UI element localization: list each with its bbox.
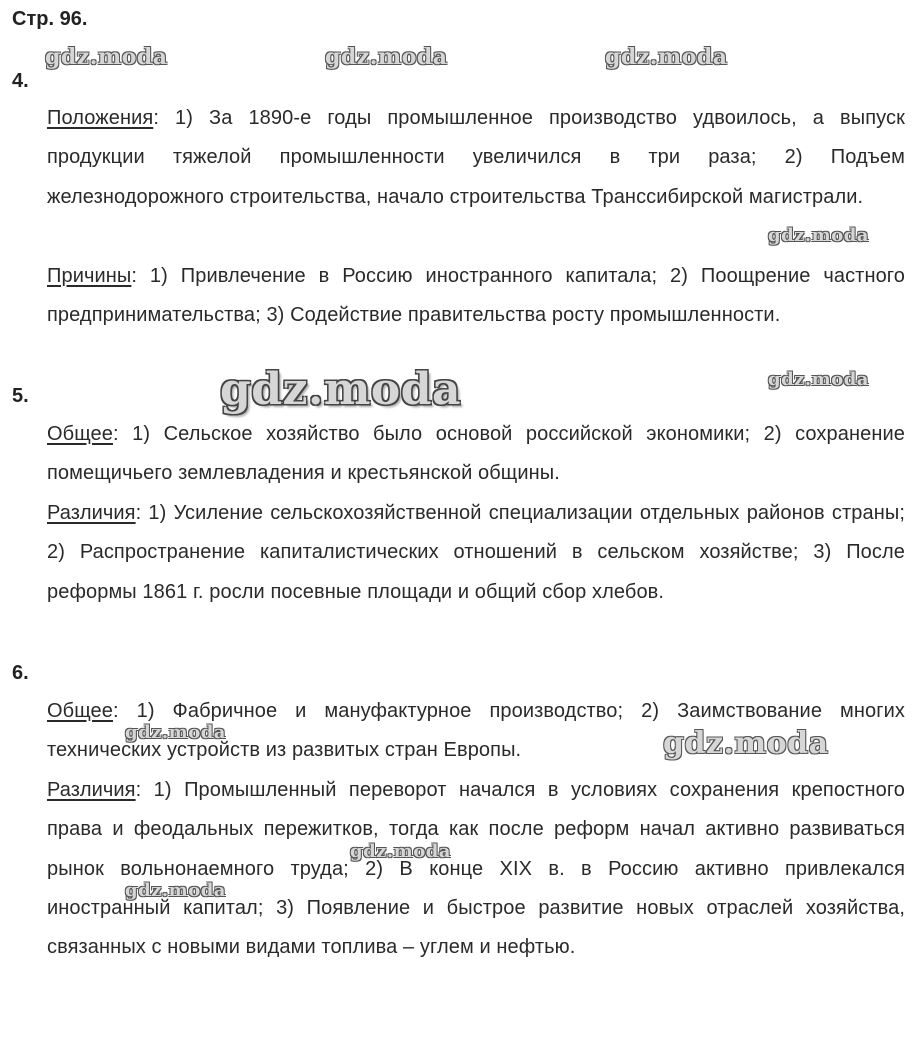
watermark: gdz.moda <box>125 722 226 743</box>
page-header: Стр. 96. <box>12 8 88 30</box>
watermark: gdz.moda <box>220 364 462 415</box>
paragraph-obshchee-6 <box>47 692 905 771</box>
paragraph-obshchee-5 <box>47 415 905 494</box>
paragraph-prichiny <box>47 257 905 336</box>
text-razlichiya-5: : 1) Усиление сельскохозяйственной специализации отдельных районов страны; 2) Распространение капиталистических отношений в сельском хозяйстве; 3) После реформы 1861 г. росли посевные площади и общий сбор хлебов. <box>47 502 905 603</box>
watermark: gdz.moda <box>350 841 451 862</box>
watermark: gdz.moda <box>45 44 168 70</box>
watermark: gdz.moda <box>663 726 829 761</box>
term-razlichiya-5: Различия <box>47 502 136 524</box>
watermark: gdz.moda <box>325 44 448 70</box>
text-razlichiya-6: : 1) Промышленный переворот начался в условиях сохранения крепостного права и феодальных пережитков, тогда как после реформ начал активно развиваться рынок вольнонаемного труда; 2) В конце XIX в. в Россию активно привлекался иностранный капитал; 3) Появление и быстрое развитие новых отраслей хозяйства, связанных с новыми видами топлива – углем и нефтью. <box>47 779 905 959</box>
paragraph-polozheniya <box>47 99 905 217</box>
paragraph-razlichiya-6 <box>47 771 905 967</box>
term-razlichiya-6: Различия <box>47 779 136 801</box>
text-prichiny: : 1) Привлечение в Россию иностранного капитала; 2) Поощрение частного предпринимательства; 3) Содействие правительства росту промышленности. <box>47 265 905 327</box>
text-obshchee-5: : 1) Сельское хозяйство было основой российской экономики; 2) сохранение помещичьего землевладения и крестьянской общины. <box>47 423 905 485</box>
watermark: gdz.moda <box>768 225 869 246</box>
term-obshchee-5: Общее <box>47 423 113 445</box>
term-polozheniya: Положения <box>47 107 154 129</box>
section-number-4: 4. <box>12 70 29 92</box>
text-obshchee-6: : 1) Фабричное и мануфактурное производство; 2) Заимствование многих технических устройств из развитых стран Европы. <box>47 700 905 762</box>
watermark: gdz.moda <box>125 880 226 901</box>
paragraph-razlichiya-5 <box>47 494 905 612</box>
term-obshchee-6: Общее <box>47 700 113 722</box>
watermark: gdz.moda <box>605 44 728 70</box>
section-number-5: 5. <box>12 385 29 407</box>
term-prichiny: Причины <box>47 265 132 287</box>
section-number-6: 6. <box>12 662 29 684</box>
text-polozheniya: : 1) За 1890-е годы промышленное производство удвоилось, а выпуск продукции тяжелой промышленности увеличился в три раза; 2) Подъем железнодорожного строительства, начало строительства Транссибирской магистрали. <box>47 107 905 208</box>
watermark: gdz.moda <box>768 369 869 390</box>
